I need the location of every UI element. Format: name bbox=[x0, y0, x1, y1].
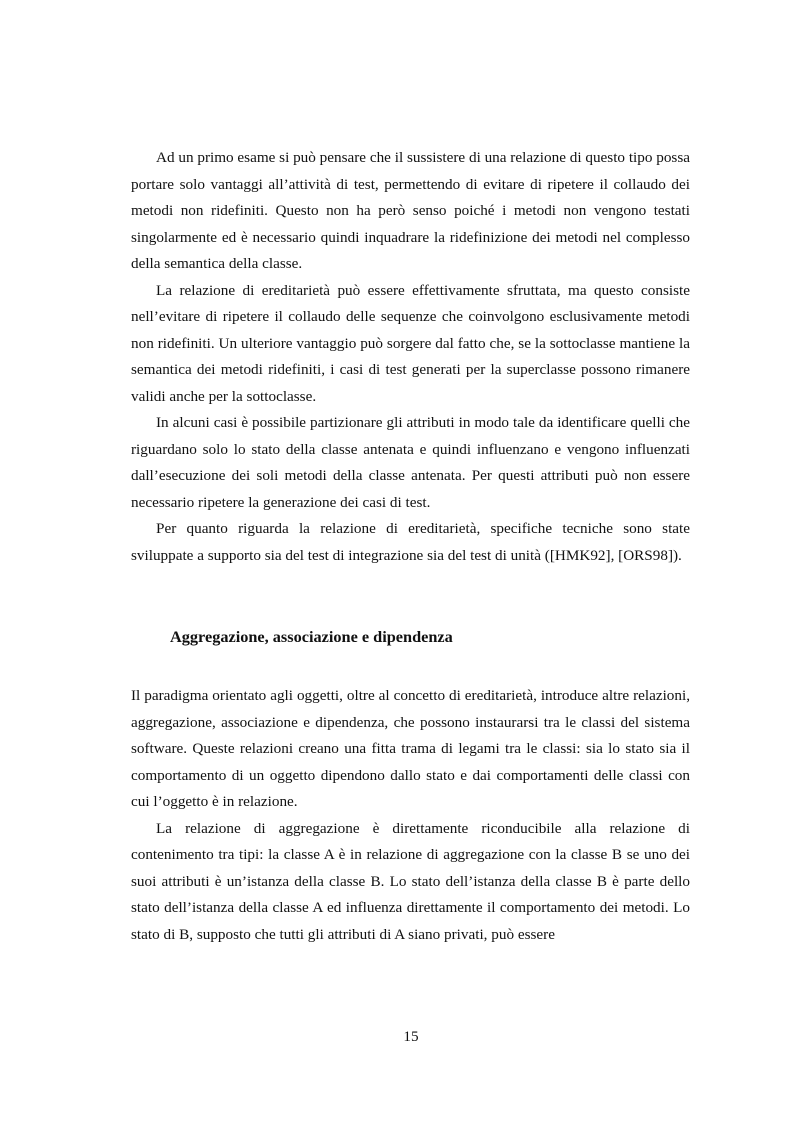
body-text-after-heading bbox=[131, 683, 690, 948]
section-heading: Aggregazione, associazione e dipendenza bbox=[170, 627, 453, 646]
paragraph: La relazione di ereditarietà può essere effettivamente sfruttata, ma questo consiste nell’evitare di ripetere il collaudo delle sequenze che coinvolgono esclusivamente metodi non ridefiniti. Un ulteriore vantaggio può sorgere dal fatto che, se la sottoclasse mantiene la semantica dei metodi ridefiniti, i casi di test generati per la superclasse possono rimanere validi anche per la sottoclasse. bbox=[131, 281, 690, 405]
paragraph: In alcuni casi è possibile partizionare gli attributi in modo tale da identificare quelli che riguardano solo lo stato della classe antenata e quindi influenzano e vengono influenzati dall’esecuzione dei soli metodi della classe antenata. Per questi attributi può non essere necessario ripetere la generazione dei casi di test. bbox=[131, 414, 690, 511]
body-text-before-heading bbox=[131, 145, 690, 569]
paragraph: La relazione di aggregazione è direttamente riconducibile alla relazione di contenimento tra tipi: la classe A è in relazione di aggregazione con la classe B se uno dei suoi attributi è un’istanza della classe B. Lo stato dell’istanza della classe B è parte dello stato dell’istanza della classe A ed influenza direttamente il comportamento dei metodi. Lo stato di B, supposto che tutti gli attributi di A siano privati, può essere bbox=[131, 819, 690, 943]
paragraph: Per quanto riguarda la relazione di ereditarietà, specifiche tecniche sono state sviluppate a supporto sia del test di integrazione sia del test di unità ([HMK92], [ORS98]). bbox=[131, 520, 690, 564]
paragraph: Il paradigma orientato agli oggetti, oltre al concetto di ereditarietà, introduce altre relazioni, aggregazione, associazione e dipendenza, che possono instaurarsi tra le classi del sistema software. Queste relazioni creano una fitta trama di legami tra le classi: sia lo stato sia il comportamento di un oggetto dipendono dallo stato e dai comportamenti delle classi con cui l’oggetto è in relazione. bbox=[131, 687, 690, 810]
paragraph: Ad un primo esame si può pensare che il sussistere di una relazione di questo tipo possa portare solo vantaggi all’attività di test, permettendo di evitare di ripetere il collaudo dei metodi non ridefiniti. Questo non ha però senso poiché i metodi non vengono testati singolarmente ed è necessario quindi inquadrare la ridefinizione dei metodi nel complesso della semantica della classe. bbox=[131, 149, 690, 272]
page-number: 15 bbox=[403, 1028, 419, 1045]
